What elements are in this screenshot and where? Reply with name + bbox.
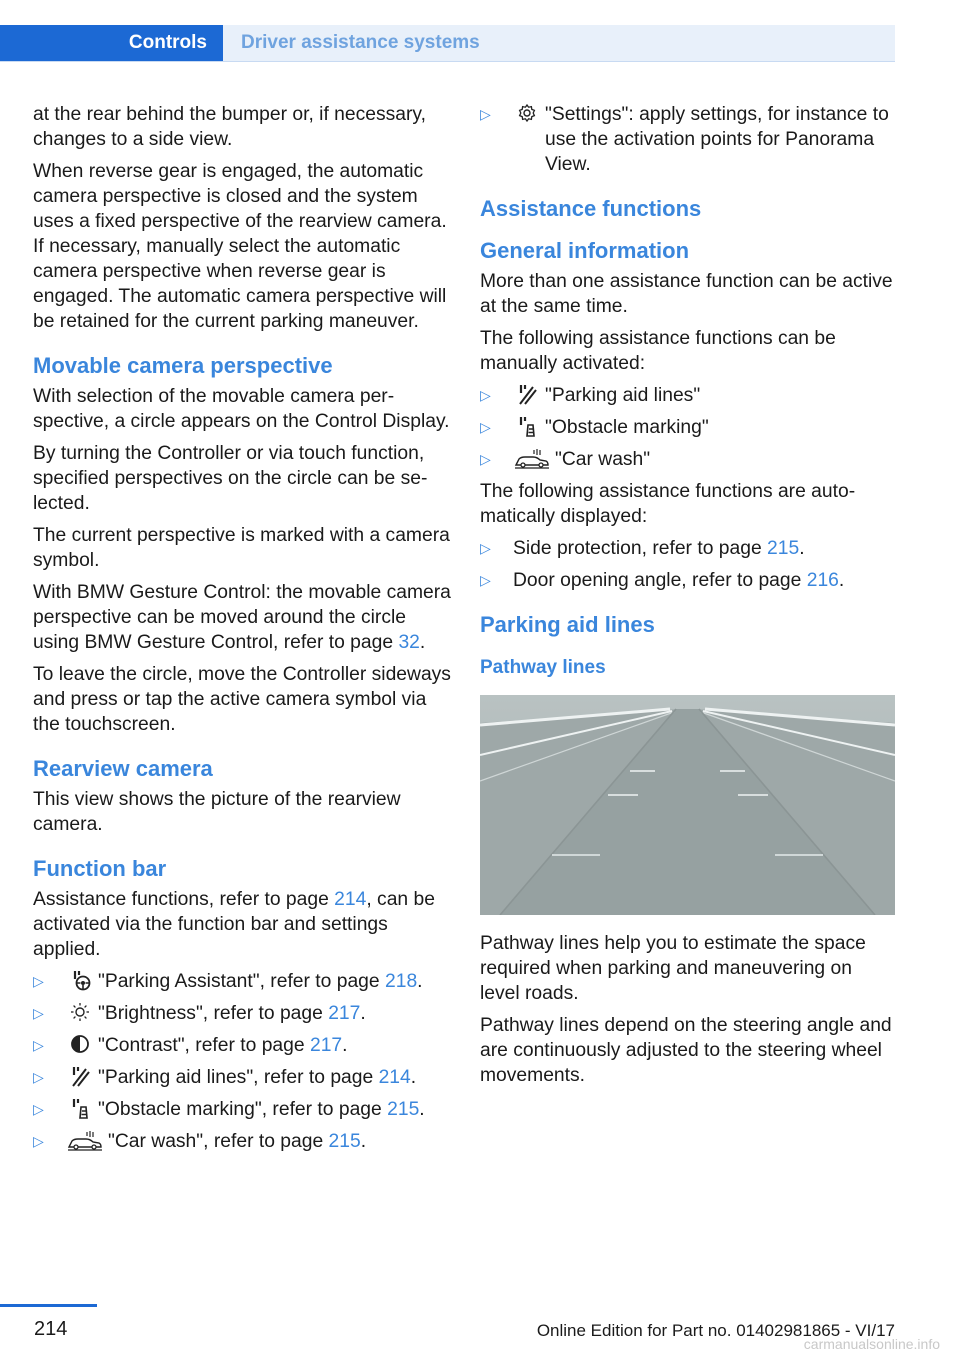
page-link[interactable]: 214 — [378, 1067, 411, 1088]
list-item-text: "Car wash", refer to page 215. — [108, 1131, 367, 1152]
heading-movable-camera: Movable camera perspective — [33, 353, 333, 378]
item-label: "Parking aid lines", refer to page — [98, 1067, 379, 1088]
heading-pathway-lines: Pathway lines — [480, 657, 606, 678]
parking-assistant-icon — [66, 969, 94, 991]
car-wash-icon — [513, 447, 551, 469]
settings-gear-icon — [513, 102, 541, 124]
bullet-triangle-icon: ▷ — [33, 973, 44, 989]
parking-aid-lines-icon — [513, 383, 541, 405]
list-item — [480, 415, 895, 440]
list-item — [33, 969, 451, 994]
paragraph: With selection of the movable camera perspective, a circle appears on the Control Display. — [33, 386, 450, 432]
list-item-text: Side protection, refer to page 215. — [513, 538, 805, 559]
paragraph: Pathway lines help you to estimate the space required when parking and maneuvering on level roads. — [480, 933, 866, 1004]
item-label: "Car wash", refer to page — [108, 1131, 329, 1152]
list-item-text: "Brightness", refer to page 217. — [98, 1003, 366, 1024]
header-divider — [0, 61, 895, 62]
list-item-text: "Obstacle marking", refer to page 215. — [98, 1099, 425, 1120]
list-item-text: "Car wash" — [555, 449, 651, 470]
paragraph-text: , can be activated via the function bar and settings applied. — [33, 889, 435, 960]
page-link[interactable]: 217 — [328, 1003, 361, 1024]
bullet-triangle-icon: ▷ — [480, 387, 491, 403]
manual-functions-list — [480, 383, 895, 472]
list-item — [480, 536, 895, 561]
bullet-triangle-icon: ▷ — [480, 540, 491, 556]
brightness-icon — [66, 1001, 94, 1023]
bullet-triangle-icon: ▷ — [33, 1069, 44, 1085]
heading-function-bar: Function bar — [33, 856, 167, 881]
contrast-icon — [66, 1033, 94, 1055]
paragraph: More than one assistance function can be active at the same time. — [480, 271, 893, 317]
page-link[interactable]: 214 — [334, 889, 367, 910]
paragraph: To leave the circle, move the Controller sideways and press or tap the active camera symbol via the touchscreen. — [33, 664, 451, 735]
section-tab-driver-assistance[interactable]: Driver assistance systems — [223, 25, 895, 61]
item-label: Side protection, refer to page — [513, 538, 768, 559]
paragraph: By turning the Controller or via touch function, specified perspectives on the circle can be selected. — [33, 443, 428, 514]
item-label: "Contrast", refer to page — [98, 1035, 310, 1056]
paragraph: The following assistance functions can be manually activated: — [480, 328, 836, 374]
item-label: "Parking Assistant", refer to page — [98, 971, 385, 992]
list-item — [480, 102, 895, 177]
page-link[interactable]: 32 — [398, 632, 420, 653]
bullet-triangle-icon: ▷ — [33, 1101, 44, 1117]
list-item — [480, 447, 895, 472]
bullet-triangle-icon: ▷ — [480, 451, 491, 467]
obstacle-marking-icon — [66, 1097, 94, 1119]
list-item-text: Door opening angle, refer to page 216. — [513, 570, 845, 591]
bullet-triangle-icon: ▷ — [480, 106, 491, 122]
parking-aid-lines-icon — [66, 1065, 94, 1087]
list-item — [33, 1097, 451, 1122]
paragraph-text: With BMW Gesture Control: the movable camera perspective can be moved around the circle using BMW Gesture Control, refer to page — [33, 582, 451, 653]
heading-assistance-functions: Assistance functions — [480, 196, 702, 221]
settings-list — [480, 102, 895, 177]
page-number: 214 — [34, 1318, 68, 1340]
heading-parking-aid-lines: Parking aid lines — [480, 612, 655, 637]
bullet-triangle-icon: ▷ — [33, 1037, 44, 1053]
list-item-text: "Obstacle marking" — [545, 417, 709, 438]
page-link[interactable]: 216 — [806, 570, 839, 591]
page-header — [0, 0, 895, 62]
automatic-functions-list — [480, 536, 895, 593]
page-link[interactable]: 215 — [387, 1099, 420, 1120]
obstacle-marking-icon — [513, 415, 541, 437]
bullet-triangle-icon: ▷ — [33, 1005, 44, 1021]
page-link[interactable]: 218 — [385, 971, 418, 992]
list-item — [33, 1033, 451, 1058]
paragraph — [33, 887, 451, 962]
function-bar-list — [33, 969, 451, 1154]
paragraph: When reverse gear is engaged, the automatic camera perspective is closed and the system uses a fixed perspective of the rearview camera. If necessary, manually select the automatic camera perspective when reverse gear is engaged. The automatic camera perspective will be retained for the current parking maneuver. — [33, 161, 447, 332]
heading-rearview-camera: Rearview camera — [33, 756, 213, 781]
list-item — [33, 1065, 451, 1090]
list-item-text: "Parking Assistant", refer to page 218. — [98, 971, 423, 992]
list-item — [33, 1001, 451, 1026]
list-item — [33, 1129, 451, 1154]
paragraph: The following assistance functions are automatically displayed: — [480, 481, 856, 527]
bullet-triangle-icon: ▷ — [33, 1133, 44, 1149]
item-label: Door opening angle, refer to page — [513, 570, 807, 591]
paragraph: Pathway lines depend on the steering angle and are continuously adjusted to the steering wheel movements. — [480, 1015, 892, 1086]
list-item-text: "Parking aid lines" — [545, 385, 701, 406]
paragraph: With BMW Gesture Control: the movable camera perspective can be moved around the circle using BMW Gesture Control, refer to page 32. — [33, 582, 451, 653]
paragraph: The current perspective is marked with a camera symbol. — [33, 525, 450, 571]
list-item-text: "Parking aid lines", refer to page 214. — [98, 1067, 417, 1088]
paragraph: This view shows the picture of the rearview camera. — [33, 789, 401, 835]
list-item — [480, 568, 895, 593]
page-link[interactable]: 215 — [767, 538, 800, 559]
heading-general-information: General information — [480, 238, 690, 263]
list-item-text: "Contrast", refer to page 217. — [98, 1035, 348, 1056]
car-wash-icon — [66, 1129, 104, 1151]
item-label: "Obstacle marking", refer to page — [98, 1099, 388, 1120]
footer-accent-line — [0, 1304, 97, 1307]
watermark: carmanualsonline.info — [803, 1336, 940, 1352]
item-label: "Brightness", refer to page — [98, 1003, 329, 1024]
left-column — [33, 102, 451, 1161]
bullet-triangle-icon: ▷ — [480, 572, 491, 588]
section-tab-controls[interactable]: Controls — [0, 25, 223, 61]
paragraph: at the rear behind the bumper or, if necessary, changes to a side view. — [33, 104, 426, 150]
right-column — [480, 102, 895, 1095]
page-link[interactable]: 215 — [328, 1131, 361, 1152]
bullet-triangle-icon: ▷ — [480, 419, 491, 435]
page-link[interactable]: 217 — [309, 1035, 343, 1056]
edition-info: Online Edition for Part no. 01402981865 - VI/17 — [536, 1321, 895, 1340]
paragraph-text: Assistance functions, refer to page — [33, 889, 335, 910]
list-item — [480, 383, 895, 408]
pathway-lines-illustration — [480, 695, 895, 915]
list-item-text: "Settings": apply settings, for instance to use the activation points for Panorama View. — [545, 104, 889, 175]
